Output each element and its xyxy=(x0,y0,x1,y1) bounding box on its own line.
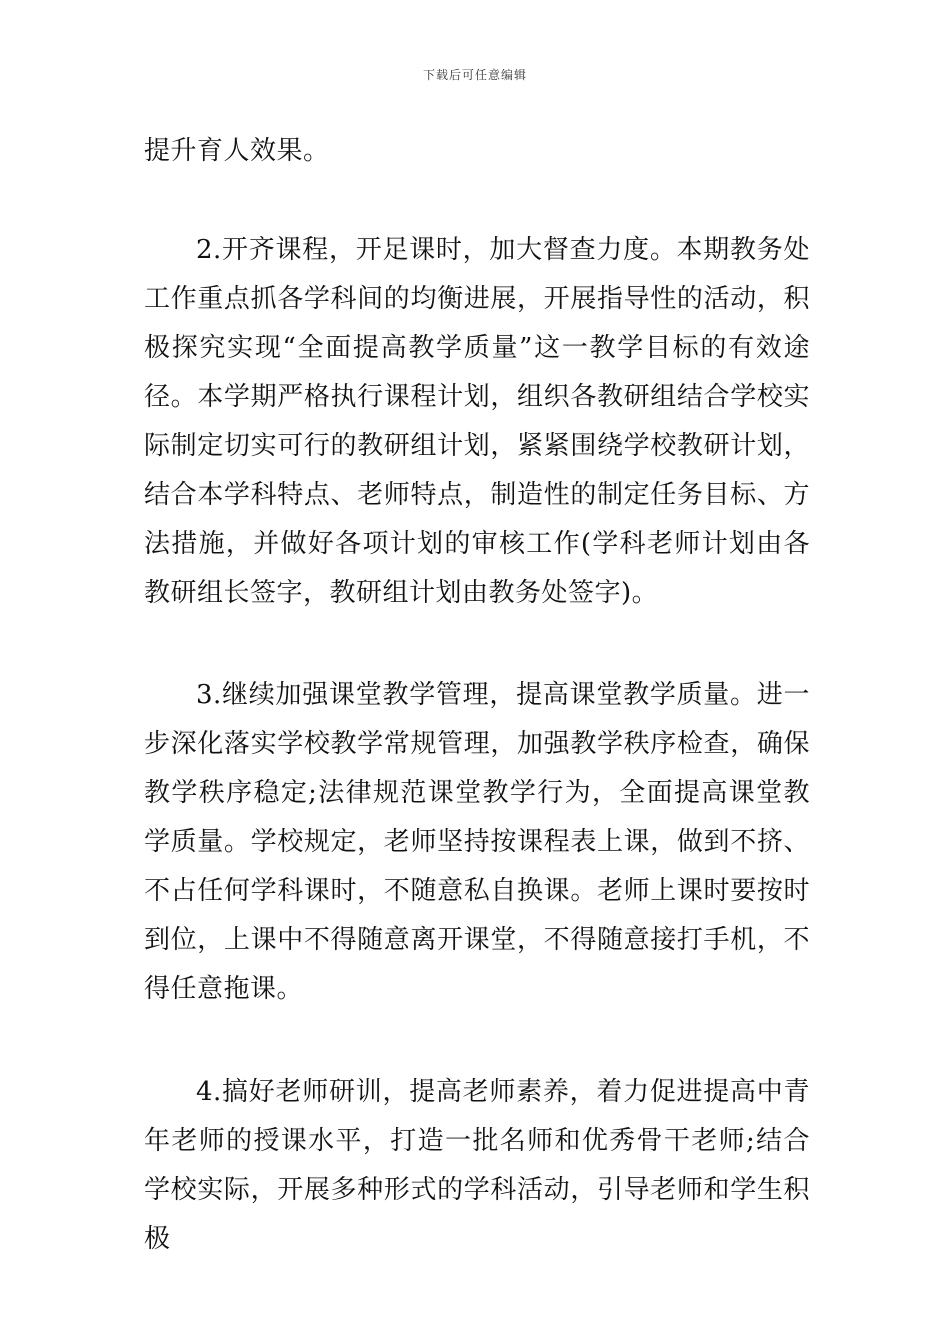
paragraph-item-3: 3.继续加强课堂教学管理，提高课堂教学质量。进一步深化落实学校教学常规管理，加强教学秩序检查，确保教学秩序稳定;法律规范课堂教学行为，全面提高课堂教学质量。学校规定，老师坚持按课程表上课，做到不挤、不占任何学科课时，不随意私自换课。老师上课时要按时到位，上课中不得随意离开课堂，不得随意接打手机，不得任意拖课。 xyxy=(144,680,810,1004)
paragraph-continuation: 提升育人效果。 xyxy=(144,136,330,166)
page-header-note: 下载后可任意编辑 xyxy=(422,68,527,82)
paragraph-item-2: 2.开齐课程，开足课时，加大督查力度。本期教务处工作重点抓各学科间的均衡进展，开展指导性的活动，积极探究实现“全面提高教学质量”这一教学目标的有效途径。本学期严格执行课程计划，组织各教研组结合学校实际制定切实可行的教研组计划，紧紧围绕学校教研计划，结合本学科特点、老师特点，制造性的制定任务目标、方法措施，并做好各项计划的审核工作(学科老师计划由各教研组长签字，教研组计划由教务处签字)。 xyxy=(144,235,810,608)
paragraph-item-4: 4.搞好老师研训，提高老师素养，着力促进提高中青年老师的授课水平，打造一批名师和优秀骨干老师;结合学校实际，开展多种形式的学科活动，引导老师和学生积极 xyxy=(144,1077,810,1254)
